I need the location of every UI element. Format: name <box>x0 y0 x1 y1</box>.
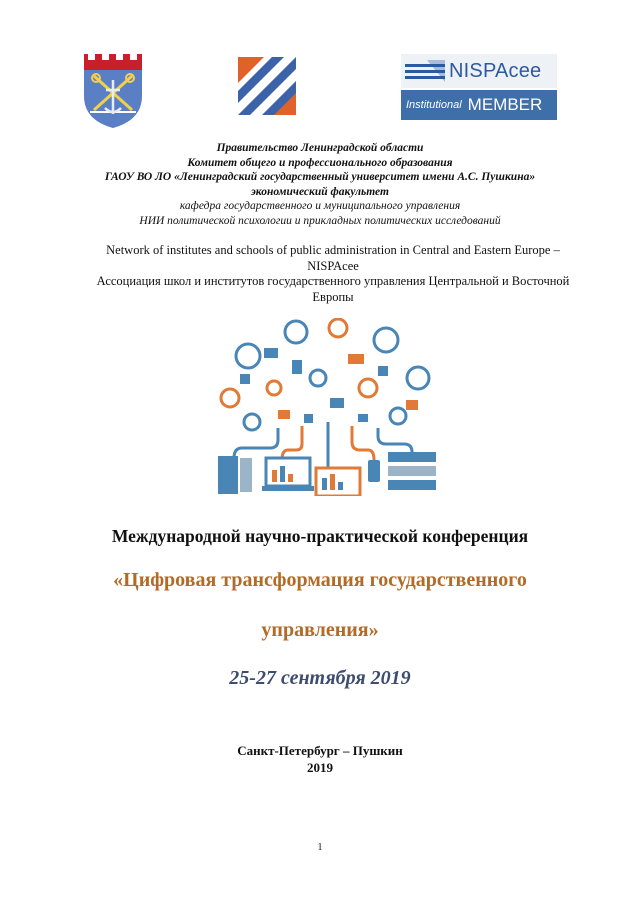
nispacee-member: MEMBER <box>467 95 543 114</box>
nispacee-name: NISPAcee <box>449 59 542 82</box>
organizers-block <box>0 141 640 228</box>
city-line: Санкт-Петербург – Пушкин <box>237 743 403 758</box>
government-line: Правительство Ленинградской области <box>216 142 424 154</box>
nispacee-bars-icon <box>405 58 449 84</box>
network-line-3: Ассоциация школ и институтов государственного управления Центральной и Восточной <box>96 274 570 288</box>
university-emblem <box>238 57 296 115</box>
cloud-network-icon <box>218 318 438 496</box>
university-line: ГАОУ ВО ЛО «Ленинградский государственный университет имени А.С. Пушкина» <box>104 171 536 183</box>
conference-label: Международной научно-практической конференция <box>111 526 529 546</box>
network-block <box>58 243 608 305</box>
nispacee-institutional: Institutional <box>406 99 462 111</box>
committee-line: Комитет общего и профессионального образования <box>187 156 453 169</box>
digital-network-illustration <box>218 318 438 496</box>
department-line: кафедра государственного и муниципального управления <box>179 200 461 212</box>
institute-line: НИИ политической психологии и прикладных политических исследований <box>139 214 501 227</box>
network-line-4: Европы <box>312 289 354 304</box>
page-number: 1 <box>317 842 323 853</box>
conference-dates: 25-27 сентября 2019 <box>229 667 411 689</box>
striped-emblem-icon <box>238 57 296 115</box>
coat-of-arms-icon <box>82 52 144 130</box>
year-line: 2019 <box>307 760 333 775</box>
conference-title-line-1: «Цифровая трансформация государственного <box>113 569 527 591</box>
network-line-2: NISPAcee <box>307 258 359 273</box>
faculty-line: экономический факультет <box>251 185 389 198</box>
nispacee-logo <box>401 54 557 120</box>
network-line-1: Network of institutes and schools of public administration in Central and Eastern Europe – <box>106 243 560 257</box>
coat-of-arms-logo <box>82 52 144 130</box>
conference-title-line-2: управления» <box>261 619 379 641</box>
